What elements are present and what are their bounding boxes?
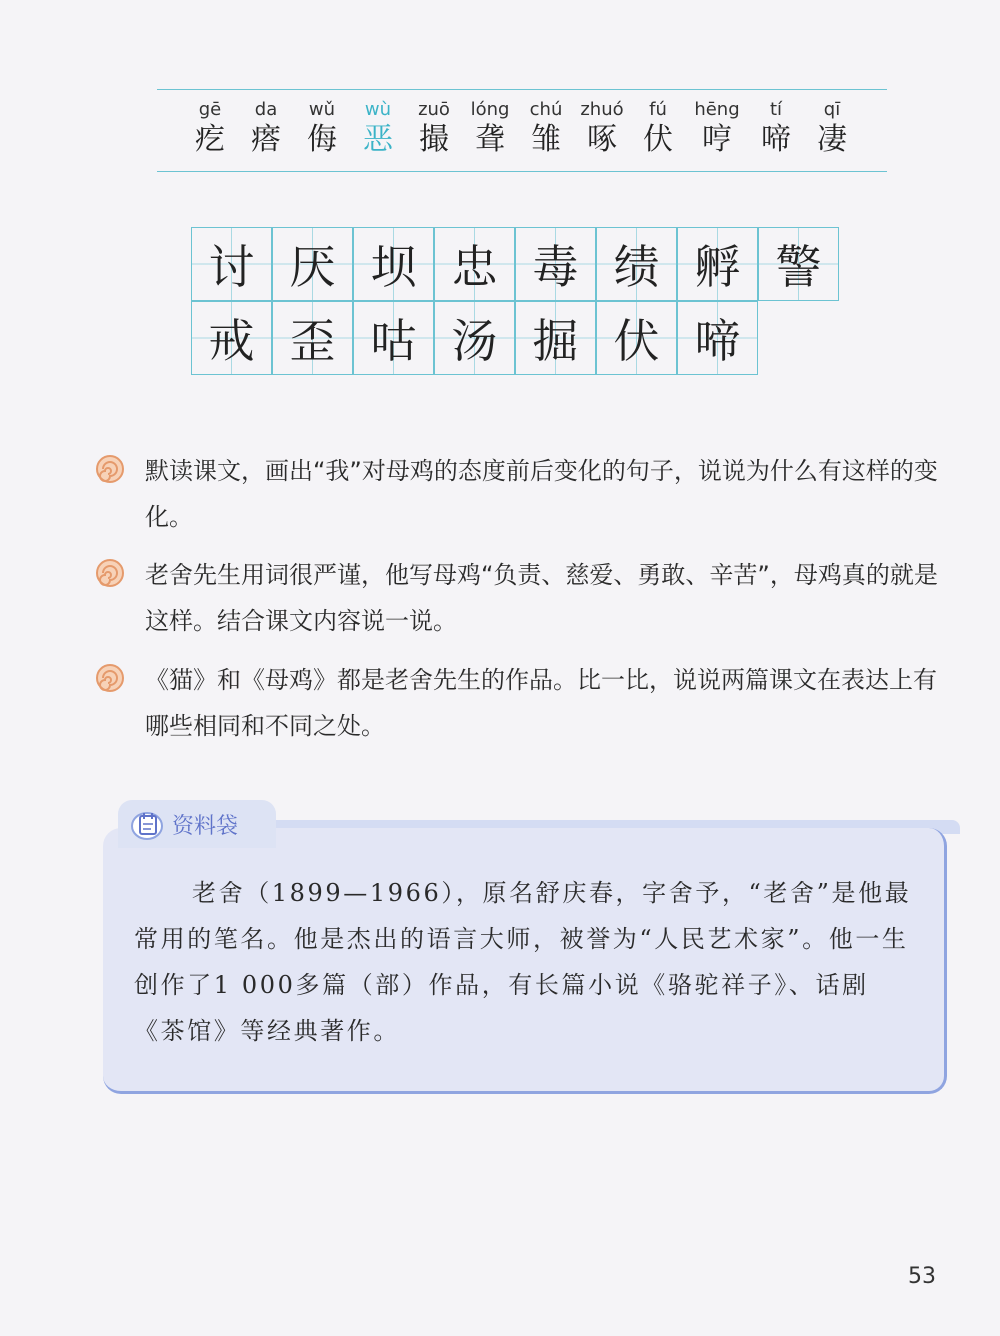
swirl-icon (95, 663, 125, 693)
hanzi: 雏 (531, 122, 561, 157)
question-item (95, 657, 955, 749)
hanzi: 哼 (702, 122, 732, 157)
new-words-row (180, 99, 870, 165)
new-word (687, 99, 747, 159)
swirl-icon (95, 454, 125, 484)
new-word (746, 99, 806, 159)
pinyin-bottom-rule (157, 171, 887, 172)
hanzi: 聋 (475, 122, 505, 157)
question-text: 《猫》和《母鸡》都是老舍先生的作品。比一比，说说两篇课文在表达上有哪些相同和不同之处。 (145, 666, 937, 740)
hanzi: 伏 (643, 122, 673, 157)
new-word (628, 99, 688, 159)
grid-cell: 警 (758, 227, 839, 301)
grid-cell: 歪 (272, 301, 353, 375)
new-word (404, 99, 464, 159)
hanzi: 疙 (195, 122, 225, 157)
grid-cell: 咕 (353, 301, 434, 375)
hanzi: 瘩 (251, 122, 281, 157)
grid-cell: 毒 (515, 227, 596, 301)
question-text: 默读课文，画出“我”对母鸡的态度前后变化的句子，说说为什么有这样的变化。 (145, 457, 938, 531)
grid-cell: 厌 (272, 227, 353, 301)
new-word (292, 99, 352, 159)
swirl-icon (95, 558, 125, 588)
pinyin: fú (649, 99, 667, 120)
grid-cell: 孵 (677, 227, 758, 301)
pinyin: qī (823, 99, 841, 120)
notebook-icon (130, 808, 164, 840)
grid-cell: 戒 (191, 301, 272, 375)
question-text: 老舍先生用词很严谨，他写母鸡“负责、慈爱、勇敢、辛苦”，母鸡真的就是这样。结合课文内容说一说。 (145, 561, 938, 635)
new-word (180, 99, 240, 159)
pinyin-top-rule (157, 89, 887, 90)
grid-cell: 忠 (434, 227, 515, 301)
pinyin: hēng (694, 99, 740, 120)
pinyin: zhuó (580, 99, 624, 120)
grid-cell: 绩 (596, 227, 677, 301)
new-word (236, 99, 296, 159)
new-word (460, 99, 520, 159)
pinyin: zuō (418, 99, 450, 120)
grid-cell: 伏 (596, 301, 677, 375)
hanzi: 恶 (363, 122, 393, 157)
grid-cell: 讨 (191, 227, 272, 301)
pinyin: tí (769, 99, 783, 120)
pinyin: wù (364, 99, 392, 120)
question-item (95, 448, 955, 540)
new-word (516, 99, 576, 159)
info-tab-label: 资料袋 (172, 814, 239, 839)
grid-cell: 啼 (677, 301, 758, 375)
hanzi: 凄 (817, 122, 847, 157)
pinyin: lóng (470, 99, 510, 120)
page-number: 53 (908, 1264, 936, 1289)
grid-cell: 掘 (515, 301, 596, 375)
question-item (95, 552, 955, 644)
pinyin: gē (198, 99, 222, 120)
hanzi: 啼 (761, 122, 791, 157)
pinyin: chú (529, 99, 563, 120)
pinyin: da (254, 99, 278, 120)
info-text: 老舍（1899—1966），原名舒庆春，字舍予，“老舍”是他最常用的笔名。他是杰出的语言大师，被誉为“人民艺术家”。他一生创作了1 000多篇（部）作品，有长篇小说《骆驼祥子》、话剧《茶馆》等经典著作。 (134, 879, 912, 1045)
grid-cell: 汤 (434, 301, 515, 375)
info-tab (118, 800, 276, 848)
new-word (572, 99, 632, 159)
hanzi: 撮 (419, 122, 449, 157)
new-word-highlighted (348, 99, 408, 159)
grid-cell: 坝 (353, 227, 434, 301)
new-word (802, 99, 862, 159)
hanzi: 侮 (307, 122, 337, 157)
pinyin: wǔ (308, 99, 336, 120)
hanzi: 啄 (587, 122, 617, 157)
